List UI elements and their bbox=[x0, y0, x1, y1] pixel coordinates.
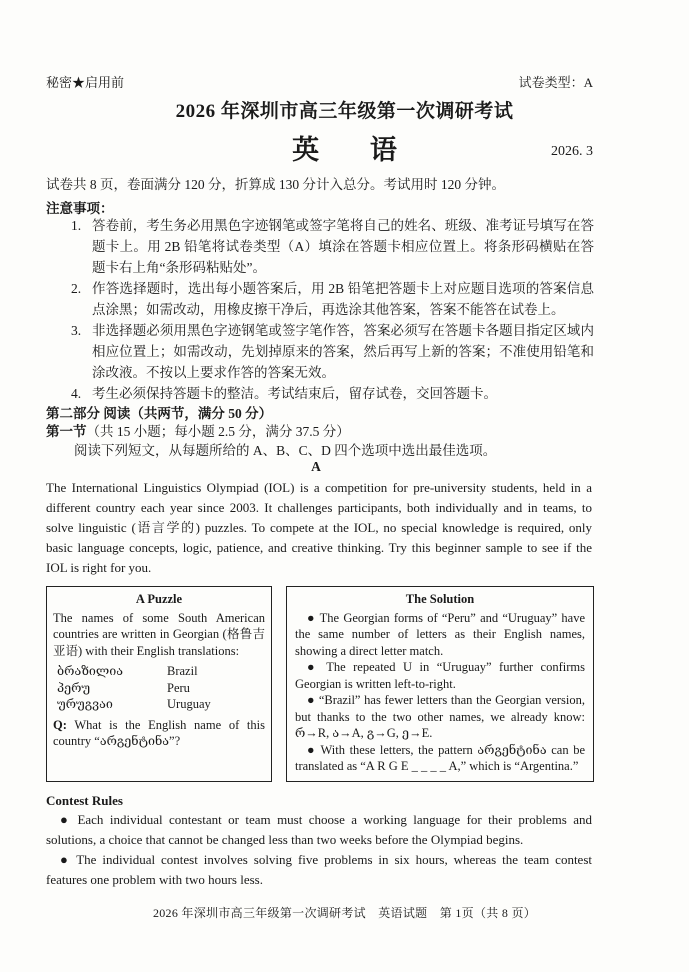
section-detail: （共 15 小题；每小题 2.5 分，满分 37.5 分） bbox=[86, 424, 350, 439]
note-item bbox=[60, 278, 594, 320]
puzzle-question bbox=[53, 717, 265, 750]
exam-summary: 试卷共 8 页，卷面满分 120 分，折算成 130 分计入总分。考试用时 120 分钟。 bbox=[46, 177, 505, 192]
georgian-word: პერუ bbox=[57, 680, 91, 695]
translation-pairs bbox=[57, 663, 265, 713]
rules-list bbox=[46, 810, 592, 890]
note-item bbox=[60, 215, 594, 278]
rule-item: ● Each individual contestant or team must choose a working language for their problems and solutions, a choice that cannot be changed less than two weeks before the Olympiad begins. bbox=[46, 812, 592, 847]
subject-title: 英 语 bbox=[292, 135, 419, 165]
passage-label: A bbox=[311, 459, 321, 474]
solution-bullet: ● The Georgian forms of “Peru” and “Uruguay” have the same number of letters as their English names, showing a direct letter match. bbox=[295, 610, 586, 658]
part-title: 第二部分 阅读（共两节，满分 50 分） bbox=[46, 406, 273, 421]
note-item bbox=[60, 320, 594, 383]
puzzle-box bbox=[46, 586, 272, 782]
rule-item: ● The individual contest involves solving five problems in six hours, whereas the team contest features one problem with two hours less. bbox=[46, 852, 592, 887]
note-number: 3. bbox=[70, 323, 82, 338]
note-text: 答卷前，考生务必用黑色字迹钢笔或签字笔将自己的姓名、班级、准考证号填写在答题卡上。用 2B 铅笔将试卷类型（A）填涂在答题卡相应位置上。将条形码横贴在答题卡右上角“条形码粘贴处”。 bbox=[92, 218, 594, 275]
translation-pair bbox=[57, 663, 265, 680]
notes-title: 注意事项： bbox=[46, 201, 114, 216]
georgian-word: ურუგვაი bbox=[57, 697, 113, 711]
section-label: 第一节 bbox=[46, 424, 87, 439]
note-number: 1. bbox=[70, 218, 82, 233]
rule-text: Each individual contestant or team must choose a working language for their problems and solutions, a choice that cannot be changed less than two weeks before the Olympiad begins. bbox=[46, 812, 592, 847]
solution-text: “Brazil” has fewer letters than the Georgian version, but thanks to the two other names, we already know: რ→R, ა→A, გ→G, ე→E. bbox=[295, 693, 585, 740]
solution-text: The repeated U in “Uruguay” further confirms Georgian is written left-to-right. bbox=[295, 660, 585, 691]
note-number: 2. bbox=[70, 281, 82, 296]
georgian-word: ბრაზილია bbox=[57, 664, 123, 678]
section-title bbox=[46, 420, 350, 440]
note-text: 考生必须保持答题卡的整洁。考试结束后，留存试卷，交回答题卡。 bbox=[92, 386, 497, 401]
solution-bullet: ● The repeated U in “Uruguay” further confirms Georgian is written left-to-right. bbox=[295, 660, 585, 691]
note-number: 4. bbox=[70, 386, 82, 401]
section-instruction: 阅读下列短文，从每题所给的 A、B、C、D 四个选项中选出最佳选项。 bbox=[74, 443, 497, 458]
solution-text: With these letters, the pattern არგენტინა can be translated as “A R G E _ _ _ _ A,” which is “Argentina.” bbox=[295, 742, 585, 773]
puzzle-text: The names of some South American countries are written in Georgian (格鲁吉亚语) with their English translations: bbox=[53, 610, 265, 658]
rules-title: Contest Rules bbox=[46, 793, 123, 808]
exam-date: 2026. 3 bbox=[551, 144, 593, 159]
paper-type-label: 试卷类型：A bbox=[518, 75, 593, 90]
translation-pair bbox=[57, 696, 265, 713]
note-text: 作答选择题时，选出每小题答案后，用 2B 铅笔把答题卡上对应题目选项的答案信息点涂黑；如需改动，用橡皮擦干净后，再选涂其他答案，答案不能答在试卷上。 bbox=[92, 281, 594, 317]
english-word: Peru bbox=[167, 680, 190, 695]
solution-text: The Georgian forms of “Peru” and “Uruguay” have the same number of letters as their English names, showing a direct letter match. bbox=[295, 610, 586, 658]
translation-pair bbox=[57, 680, 265, 697]
note-text: 非选择题必须用黑色字迹钢笔或签字笔作答，答案必须写在答题卡各题目指定区域内相应位置上；如需改动，先划掉原来的答案，然后再写上新的答案；不准使用铅笔和涂改液。不按以上要求作答的答案无效。 bbox=[92, 323, 594, 380]
solution-bullet: ● “Brazil” has fewer letters than the Georgian version, but thanks to the two other names, we already know: რ→R, ა→A, გ→G, ე→E. bbox=[295, 693, 585, 740]
page-footer: 2026 年深圳市高三年级第一次调研考试 英语试题 第 1页（共 8 页） bbox=[152, 906, 537, 920]
confidential-label: 秘密★启用前 bbox=[46, 75, 125, 90]
solution-title: The Solution bbox=[405, 592, 475, 606]
exam-title: 2026 年深圳市高三年级第一次调研考试 bbox=[175, 101, 514, 122]
puzzle-title: A Puzzle bbox=[135, 592, 183, 606]
notes-list bbox=[60, 215, 594, 404]
english-word: Brazil bbox=[167, 664, 198, 678]
note-item bbox=[60, 383, 594, 404]
question-text: What is the English name of this country “არგენტინა”? bbox=[53, 717, 265, 748]
english-word: Uruguay bbox=[167, 697, 211, 711]
passage-intro: The International Linguistics Olympiad (IOL) is a competition for pre-university students, held in a different country each year since 2003. It challenges participants, both individually and in teams, to solve linguistic (语言学的) puzzles. To compete at the IOL, no special knowledge is required, only basic language concepts, logic, patience, and creative thinking. Try this beginner sample to see if the IOL is right for you. bbox=[46, 480, 592, 575]
rule-text: The individual contest involves solving five problems in six hours, whereas the team contest features one problem with two hours less. bbox=[46, 852, 592, 887]
question-label: Q: bbox=[53, 717, 67, 732]
solution-box bbox=[286, 586, 594, 782]
solution-bullet: ● With these letters, the pattern არგენტინა can be translated as “A R G E _ _ _ _ A,” which is “Argentina.” bbox=[295, 742, 585, 773]
